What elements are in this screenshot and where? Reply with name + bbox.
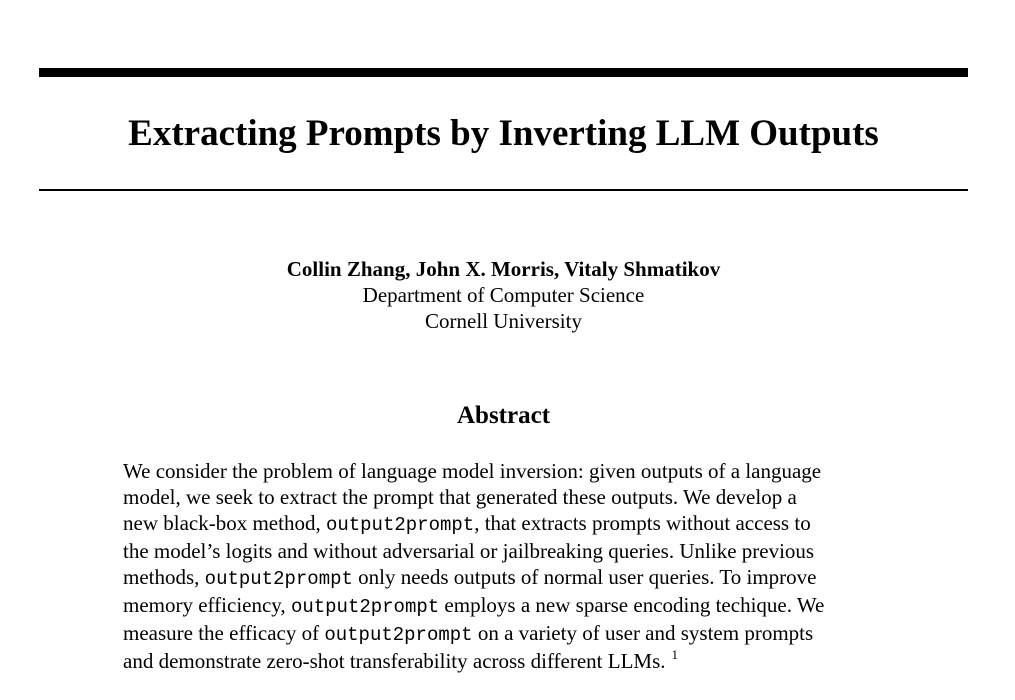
author-department: Department of Computer Science <box>362 283 645 307</box>
abstract-line <box>123 538 903 564</box>
author-institution: Cornell University <box>425 309 582 333</box>
abstract-text: We consider the problem of language model inversion: given outputs of a language <box>123 459 822 483</box>
abstract-text: only needs outputs of normal user queries. To improve <box>352 565 817 589</box>
abstract-text: memory efficiency, <box>123 593 291 617</box>
method-name-code: output2prompt <box>325 514 475 536</box>
title-top-rule <box>39 68 968 77</box>
paper-title: Extracting Prompts by Inverting LLM Outputs <box>128 113 879 154</box>
abstract-heading: Abstract <box>456 402 551 429</box>
abstract-text: on a variety of user and system prompts <box>472 621 814 645</box>
author-names: Collin Zhang, John X. Morris, Vitaly Shmatikov <box>286 257 721 281</box>
abstract-text: new black-box method, <box>123 511 326 535</box>
abstract-text: methods, <box>123 565 205 589</box>
title-bottom-rule <box>39 189 968 191</box>
abstract-text: and demonstrate zero-shot transferability across different LLMs. <box>123 649 666 673</box>
abstract-line <box>123 484 903 510</box>
abstract-text: employs a new sparse encoding techique. We <box>439 593 825 617</box>
method-name-code: output2prompt <box>324 624 473 646</box>
abstract-text: measure the efficacy of <box>123 621 325 645</box>
abstract-text: model, we seek to extract the prompt that generated these outputs. We develop a <box>123 485 797 509</box>
method-name-code: output2prompt <box>204 568 353 590</box>
abstract-line <box>123 510 903 538</box>
abstract-line <box>123 564 903 592</box>
abstract-text: the model’s logits and without adversarial or jailbreaking queries. Unlike previous <box>123 539 815 563</box>
abstract-line <box>123 458 903 484</box>
footnote-marker[interactable]: 1 <box>671 647 679 662</box>
author-block <box>0 256 1007 334</box>
abstract-text: , that extracts prompts without access to <box>474 511 811 535</box>
abstract-line <box>123 592 903 620</box>
abstract-line <box>123 620 903 648</box>
abstract-line <box>123 648 903 674</box>
abstract-body <box>123 458 903 674</box>
method-name-code: output2prompt <box>290 596 440 618</box>
